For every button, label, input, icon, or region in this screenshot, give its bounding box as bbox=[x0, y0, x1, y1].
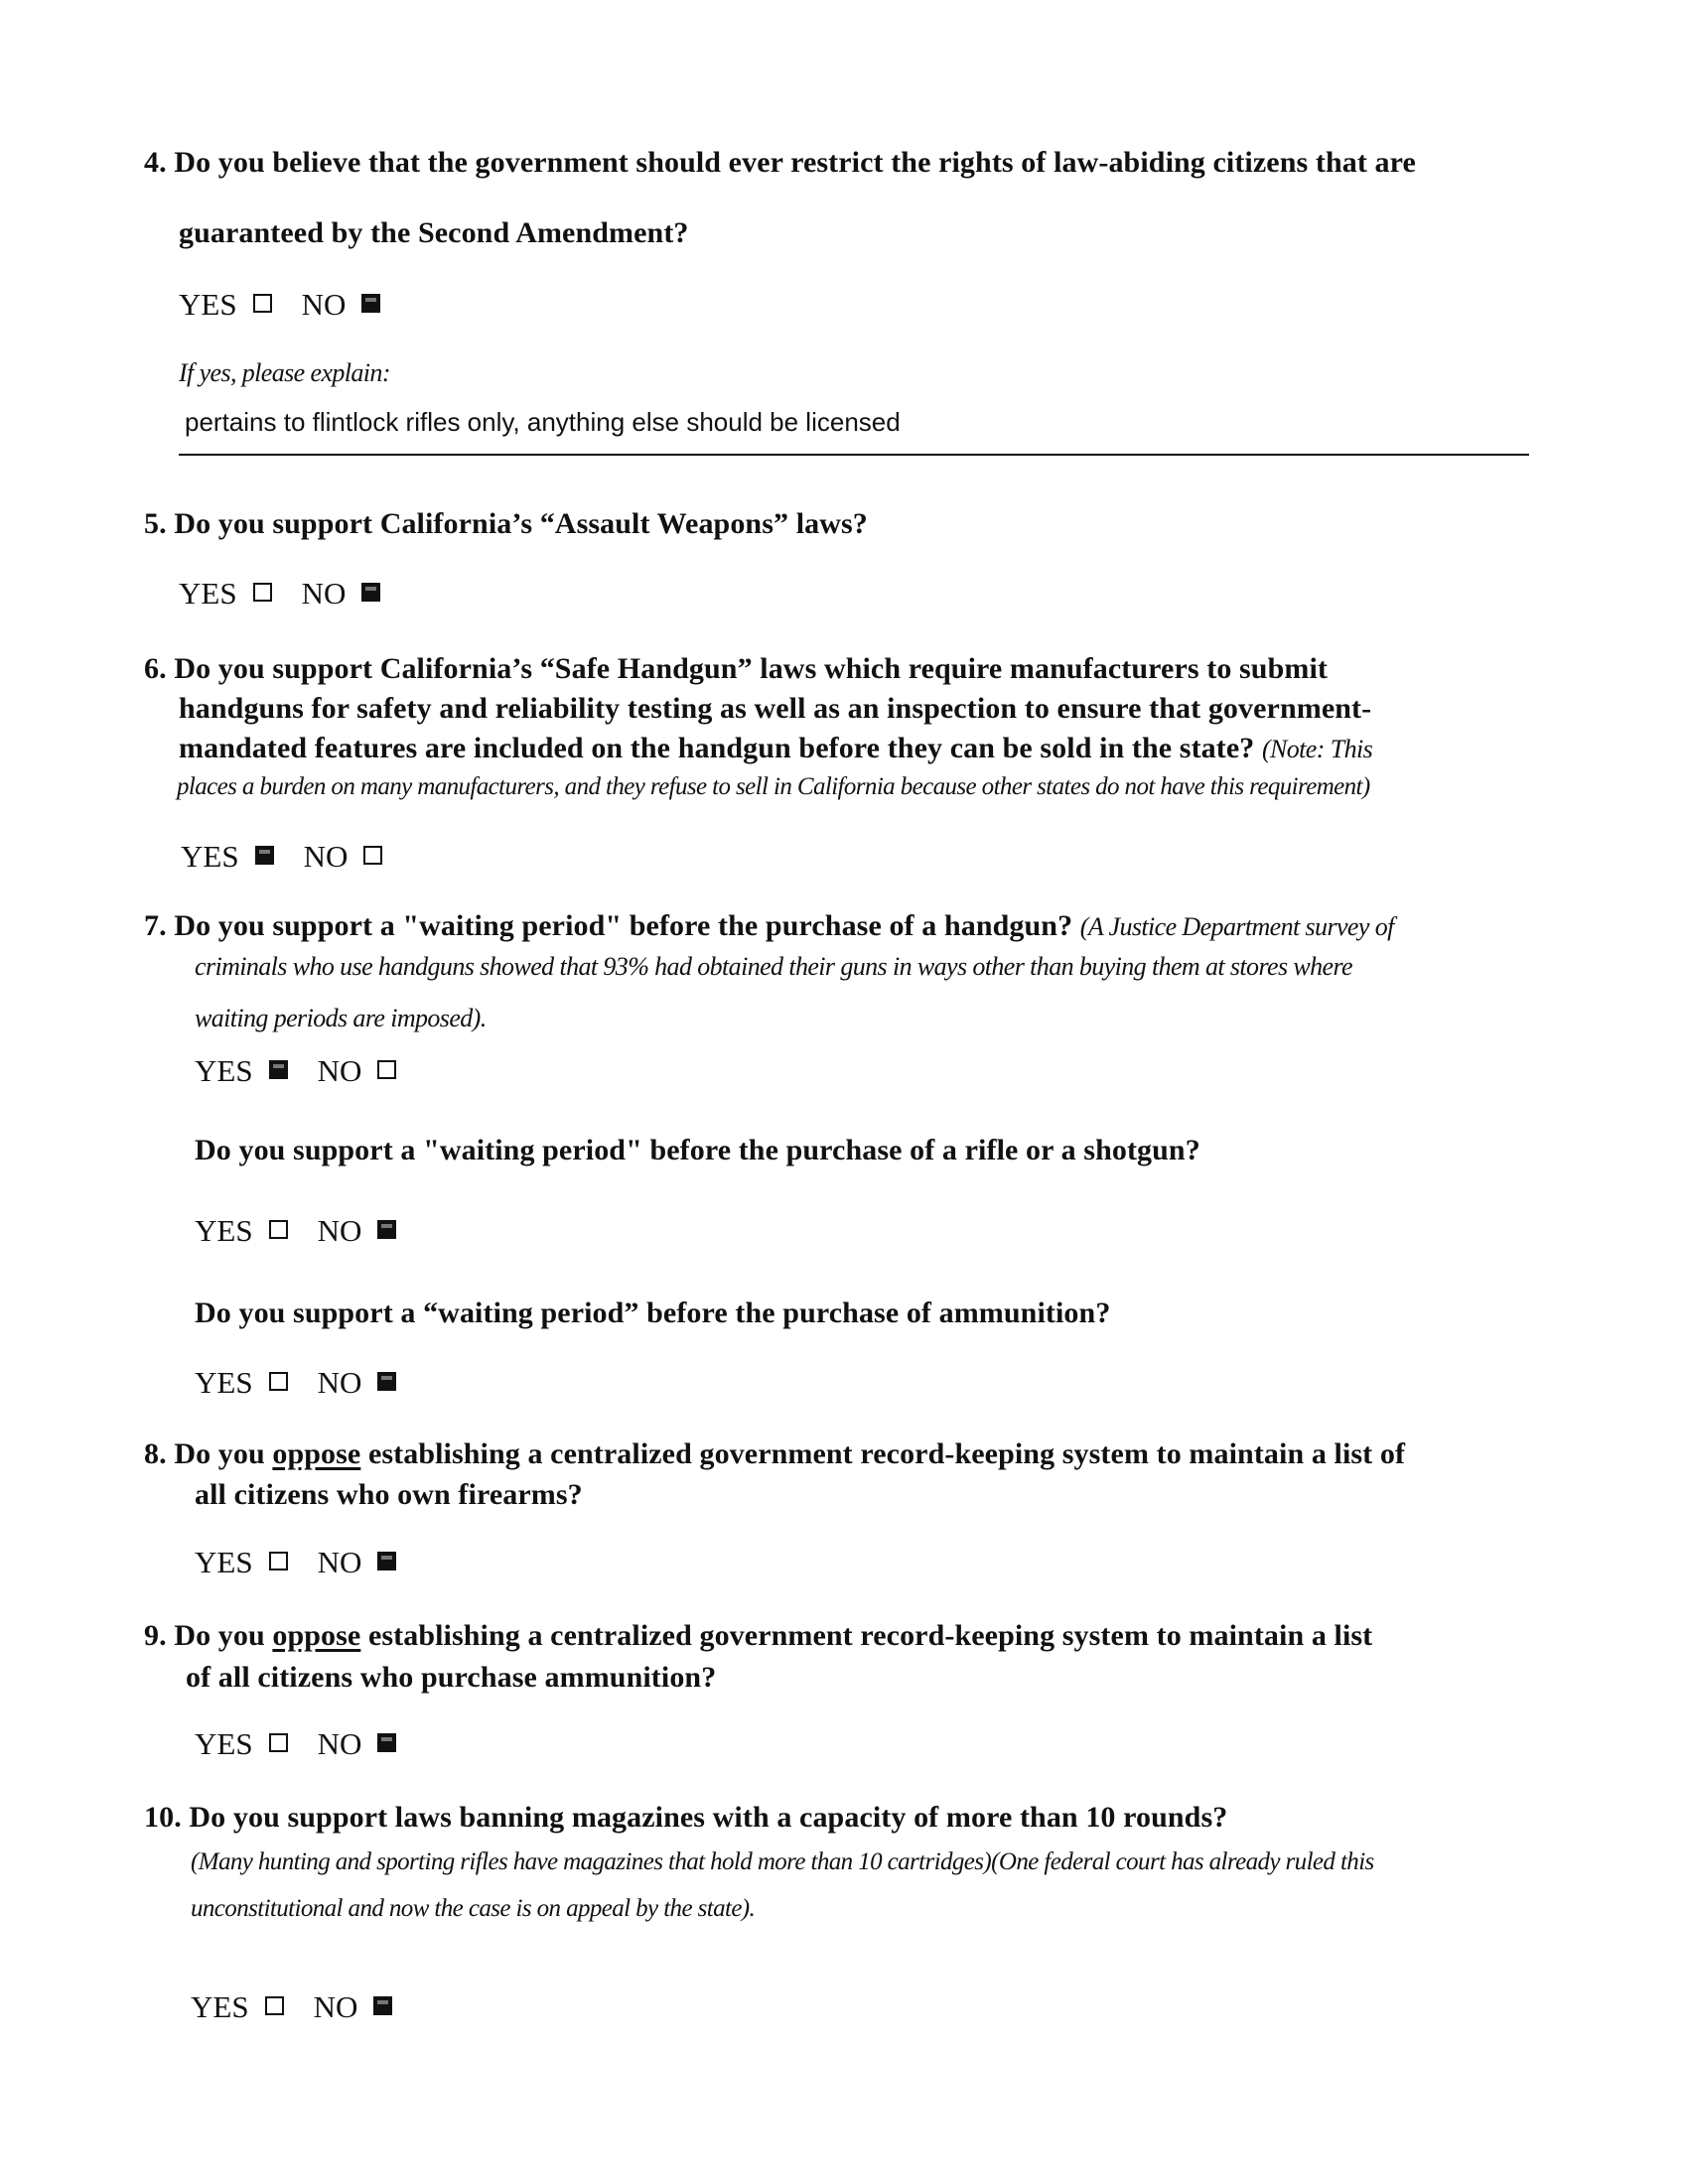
question-text: Do you support California’s “Safe Handgun” laws which require manufacturers to submit bbox=[174, 652, 1328, 685]
question-8-line-2: all citizens who own firearms? bbox=[195, 1478, 583, 1511]
question-7-note-line-2: criminals who use handguns showed that 93% had obtained their guns in ways other than buying them at stores where bbox=[195, 952, 1352, 981]
no-label: NO bbox=[313, 1989, 358, 2024]
question-6-line-2: handguns for safety and reliability testing as well as an inspection to ensure that government- bbox=[179, 692, 1372, 725]
question-text-pre: Do you bbox=[174, 1619, 265, 1652]
yes-label: YES bbox=[181, 839, 239, 874]
no-label: NO bbox=[317, 1213, 362, 1248]
emphasis-oppose: oppose bbox=[272, 1437, 361, 1470]
question-text: Do you believe that the government should ever restrict the rights of law-abiding citizens that are bbox=[174, 146, 1416, 179]
q5-yes-checkbox[interactable] bbox=[253, 583, 272, 602]
no-label: NO bbox=[317, 1726, 362, 1761]
no-label: NO bbox=[301, 576, 347, 611]
question-4-line-2: guaranteed by the Second Amendment? bbox=[179, 216, 689, 249]
explain-answer-field[interactable]: pertains to flintlock rifles only, anything else should be licensed bbox=[185, 407, 901, 437]
no-label: NO bbox=[301, 287, 347, 322]
q7-yes-checkbox[interactable] bbox=[269, 1060, 288, 1079]
question-8-answer-group bbox=[195, 1545, 396, 1580]
no-label: NO bbox=[317, 1545, 362, 1579]
q8-no-checkbox[interactable] bbox=[377, 1552, 396, 1570]
question-4-line-1 bbox=[144, 146, 1416, 180]
q5-no-checkbox[interactable] bbox=[361, 583, 380, 602]
question-text: Do you support a "waiting period" before the purchase of a handgun? bbox=[174, 909, 1073, 942]
no-label: NO bbox=[317, 1365, 362, 1400]
q4-yes-checkbox[interactable] bbox=[253, 294, 272, 313]
q9-yes-checkbox[interactable] bbox=[269, 1733, 288, 1752]
question-4-answer-group bbox=[179, 287, 380, 323]
q8-yes-checkbox[interactable] bbox=[269, 1552, 288, 1570]
question-10-note-line-1: (Many hunting and sporting rifles have magazines that hold more than 10 cartridges)(One federal court has already ruled this bbox=[191, 1848, 1374, 1875]
explain-prompt: If yes, please explain: bbox=[179, 358, 390, 387]
question-note: (Note: This bbox=[1261, 735, 1373, 763]
question-6-line-3 bbox=[179, 732, 1372, 765]
yes-label: YES bbox=[179, 287, 237, 322]
no-label: NO bbox=[317, 1053, 362, 1088]
question-7-rifle-answer-group bbox=[195, 1213, 396, 1249]
q4-no-checkbox[interactable] bbox=[361, 294, 380, 313]
emphasis-oppose: oppose bbox=[272, 1619, 361, 1652]
question-5-answer-group bbox=[179, 576, 380, 612]
question-text: Do you support laws banning magazines with a capacity of more than 10 rounds? bbox=[189, 1801, 1228, 1834]
q6-yes-checkbox[interactable] bbox=[255, 846, 274, 865]
question-text: establishing a centralized government record-keeping system to maintain a list bbox=[367, 1619, 1373, 1652]
answer-underline bbox=[179, 454, 1529, 456]
question-9-line-1 bbox=[144, 1619, 1372, 1653]
yes-label: YES bbox=[195, 1365, 253, 1400]
question-note: (A Justice Department survey of bbox=[1079, 912, 1394, 941]
question-7-answer-group bbox=[195, 1053, 396, 1089]
question-7-line-1 bbox=[144, 909, 1394, 943]
q10-yes-checkbox[interactable] bbox=[265, 1996, 284, 2015]
question-7-rifle-text: Do you support a "waiting period" before the purchase of a rifle or a shotgun? bbox=[195, 1134, 1200, 1166]
question-8-line-1 bbox=[144, 1437, 1405, 1471]
q7-rifle-yes-checkbox[interactable] bbox=[269, 1220, 288, 1239]
yes-label: YES bbox=[195, 1213, 253, 1248]
yes-label: YES bbox=[195, 1726, 253, 1761]
q7-rifle-no-checkbox[interactable] bbox=[377, 1220, 396, 1239]
yes-label: YES bbox=[179, 576, 237, 611]
question-6-line-1 bbox=[144, 652, 1328, 686]
question-number: 7. bbox=[144, 909, 167, 942]
question-5 bbox=[144, 507, 868, 541]
yes-label: YES bbox=[195, 1545, 253, 1579]
question-number: 6. bbox=[144, 652, 167, 685]
question-10-answer-group bbox=[191, 1989, 392, 2025]
question-7-note-line-3: waiting periods are imposed). bbox=[195, 1004, 487, 1032]
question-text-pre: Do you bbox=[174, 1437, 265, 1470]
question-number: 5. bbox=[144, 507, 167, 540]
question-number: 9. bbox=[144, 1619, 167, 1652]
question-6-answer-group bbox=[181, 839, 382, 875]
q7-ammo-no-checkbox[interactable] bbox=[377, 1372, 396, 1391]
question-text: Do you support California’s “Assault Weapons” laws? bbox=[174, 507, 868, 540]
question-10 bbox=[144, 1801, 1227, 1835]
yes-label: YES bbox=[195, 1053, 253, 1088]
no-label: NO bbox=[303, 839, 349, 874]
question-10-note-line-2: unconstitutional and now the case is on appeal by the state). bbox=[191, 1895, 756, 1922]
yes-label: YES bbox=[191, 1989, 249, 2024]
q9-no-checkbox[interactable] bbox=[377, 1733, 396, 1752]
question-number: 4. bbox=[144, 146, 167, 179]
question-7-ammo-answer-group bbox=[195, 1365, 396, 1401]
question-number: 10. bbox=[144, 1801, 182, 1834]
question-7-ammo-text: Do you support a “waiting period” before the purchase of ammunition? bbox=[195, 1297, 1111, 1329]
q6-no-checkbox[interactable] bbox=[363, 846, 382, 865]
question-9-line-2: of all citizens who purchase ammunition? bbox=[186, 1661, 717, 1694]
question-number: 8. bbox=[144, 1437, 167, 1470]
question-text: mandated features are included on the handgun before they can be sold in the state? bbox=[179, 732, 1255, 764]
question-text: establishing a centralized government record-keeping system to maintain a list of bbox=[367, 1437, 1406, 1470]
question-6-note: places a burden on many manufacturers, and they refuse to sell in California because other states do not have this requirement) bbox=[177, 773, 1370, 800]
q7-no-checkbox[interactable] bbox=[377, 1060, 396, 1079]
q10-no-checkbox[interactable] bbox=[373, 1996, 392, 2015]
question-9-answer-group bbox=[195, 1726, 396, 1762]
q7-ammo-yes-checkbox[interactable] bbox=[269, 1372, 288, 1391]
